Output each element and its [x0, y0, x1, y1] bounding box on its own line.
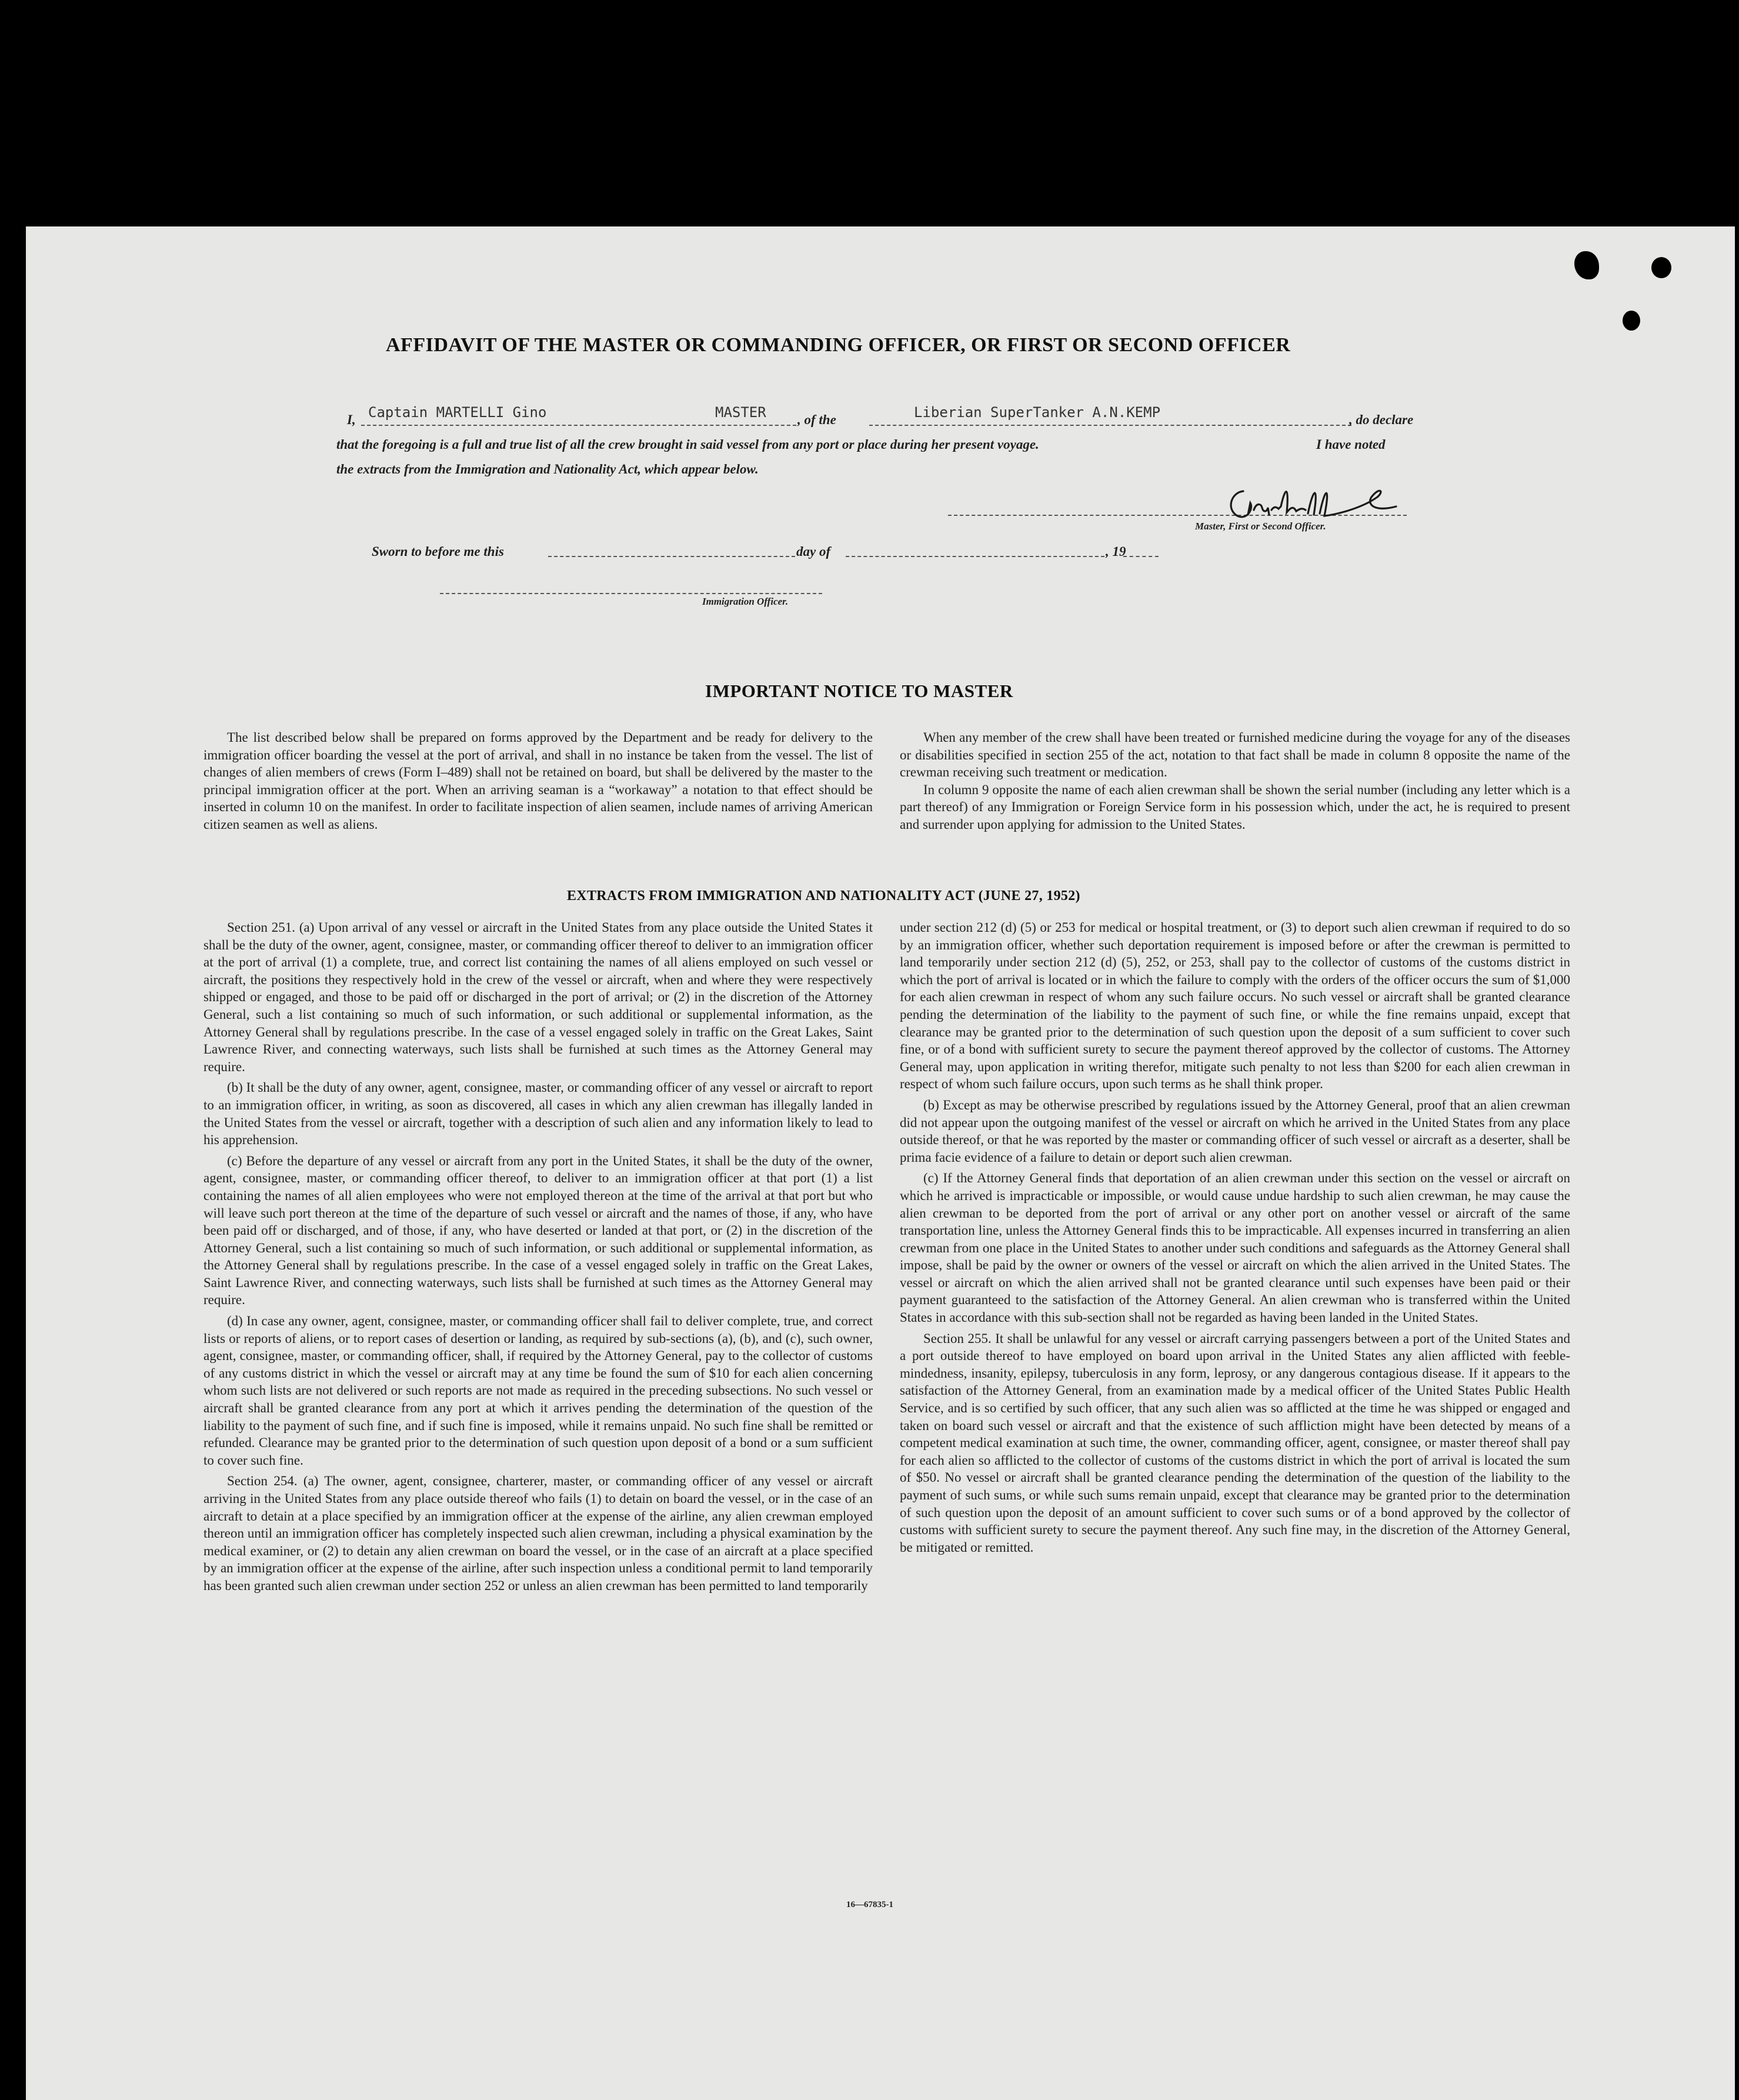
act-paragraph: (b) Except as may be otherwise prescribed by regulations issued by the Attorney General, proof that an alien crewman did not appear upon the outgoing manifest of the vessel or aircraft on which he arrived in the United States from any place outside thereof, or that he was reported by the master or commanding officer of such vessel or aircraft as a deserter, shall be prima facie evidence of a failure to detain or deport such alien crewman. [900, 1097, 1570, 1165]
notice-paragraph: When any member of the crew shall have been treated or furnished medicine during the voyage for any of the diseases or disabilities specified in section 255 of the act, notation to that fact shall be made in column 8 opposite the name of the crewman receiving such treatment or medication. [900, 730, 1570, 780]
do-declare-label: , do declare [1349, 412, 1414, 427]
immigration-officer-caption: Immigration Officer. [702, 596, 789, 607]
of-the-label: , of the [797, 412, 836, 427]
sworn-day-blank [548, 556, 795, 557]
act-paragraph: Section 255. It shall be unlawful for any vessel or aircraft carrying passengers between a port of the United States and a port outside thereof to have employed on board upon arrival in the United States any alien afflicted with feeble-mindedness, insanity, epilepsy, tuberculosis in any form, leprosy, or any dangerous contagious disease. If it appears to the satisfaction of the Attorney General, from an examination made by a medical officer of the United States Public Health Service, and is so certified by such officer, that any such alien was so afflicted at the time he was shipped or engaged and taken on board such vessel or aircraft and that the existence of such affliction might have been detected by means of a competent medical examination at such time, the owner, commanding officer, agent, consignee, or master thereof shall pay for each alien so afflicted to the collector of customs of the customs district in which the port of arrival is located the sum of $50. No vessel or aircraft shall be granted clearance pending the determination of the question of the liability to the payment of such sums, or while such sums remain unpaid, except that clearance may be granted prior to the determination of such question upon the deposit of an amount sufficient to cover such sums or of a bond approved by the collector of customs with sufficient surety to secure the payment thereof. Any such fine may, in the discretion of the Attorney General, be mitigated or remitted. [900, 1331, 1570, 1555]
declaration-line-3: the extracts from the Immigration and Nationality Act, which appear below. [336, 462, 759, 476]
sworn-month-blank [846, 556, 1104, 557]
document-page [26, 226, 1735, 2100]
extracts-right-column [900, 919, 1570, 1556]
i-label: I, [347, 412, 356, 427]
master-signature [1220, 474, 1431, 526]
notice-paragraph: The list described below shall be prepared on forms approved by the Department and be ready for delivery to the immigration officer boarding the vessel at the port of arrival, and shall in no instance be taken from the vessel. The list of changes of alien members of crews (Form I–489) shall not be retained on board, but shall be delivered by the master to the principal immigration officer at the port. When an arriving seaman is a “workaway” a notation to that effect should be inserted in column 10 on the manifest. In order to facilitate inspection of alien seamen, include names of arriving American citizen seamen as well as aliens. [203, 730, 873, 832]
notice-right-column [900, 729, 1570, 834]
act-paragraph: Section 254. (a) The owner, agent, consignee, charterer, master, or commanding officer of any vessel or aircraft arriving in the United States from any place outside thereof who fails (1) to detain on board the vessel, or in the case of an aircraft to detain at a place specified by an immigration officer at the expense of the airline, any alien crewman employed thereon until an immigration officer has completely inspected such alien crewman, including a physical examination by the medical examiner, or (2) to detain any alien crewman on board the vessel, or in the case of an aircraft at a place specified by an immigration officer at the expense of the airline, after such inspection unless a conditional permit to land temporarily has been granted such alien crewman under section 252 or unless an alien crewman has been permitted to land temporarily [203, 1474, 873, 1593]
form-code: 16—67835-1 [846, 1900, 893, 1909]
punch-hole [1651, 257, 1671, 278]
sworn-year-blank [1123, 556, 1159, 557]
officer-signature-line [440, 593, 822, 594]
vessel-field: Liberian SuperTanker A.N.KEMP [914, 404, 1161, 421]
punch-hole [1623, 311, 1640, 331]
extracts-left-column [203, 919, 873, 1595]
act-paragraph: under section 212 (d) (5) or 253 for medical or hospital treatment, or (3) to deport such alien crewman if required to do so by an immigration officer, whether such deportation requirement is imposed before or after the crewman is permitted to land temporarily under section 212 (d) (5), 252, or 253, shall pay to the collector of customs of the customs district in which the port of arrival is located or in which the failure to comply with the orders of the officer occurs the sum of $1,000 for each alien crewman in respect of whom any such failure occurs. No such vessel or aircraft shall be granted clearance pending the determination of the liability to the payment of such fine, or while the fine remains unpaid, except that clearance may be granted prior to the determination of such question upon the deposit of a sum sufficient to cover such fine, or of a bond with sufficient surety to secure the payment thereof approved by the collector of customs. The Attorney General may, upon application in writing therefor, mitigate such penalty to not less than $200 for each alien crewman in respect of whom such failure occurs, upon such terms as he shall think proper. [900, 920, 1570, 1092]
act-paragraph: Section 251. (a) Upon arrival of any vessel or aircraft in the United States from any place outside the United States it shall be the duty of the owner, agent, consignee, master, or commanding officer thereof to deliver to an immigration officer at the port of arrival (1) a complete, true, and correct list containing the names of all aliens employed on such vessel or aircraft, the positions they respectively hold in the crew of the vessel or aircraft, when and where they were respectively shipped or engaged, and those to be paid off or discharged in the port of arrival; or (2) in the discretion of the Attorney General, such a list containing so much of such information, or such additional or supplemental information, as the Attorney General shall by regulations prescribe. In the case of a vessel engaged solely in traffic on the Great Lakes, Saint Lawrence River, and connecting waterways, such lists shall be furnished at such times as the Attorney General may require. [203, 920, 873, 1074]
rank-field: MASTER [715, 404, 766, 421]
vessel-blank [869, 425, 1351, 426]
name-blank [361, 425, 796, 426]
declaration-line-2-end: I have noted [1316, 437, 1386, 452]
day-of-label: day of [796, 544, 831, 559]
declaration-line-2: that the foregoing is a full and true list of all the crew brought in said vessel from any port or place during her present voyage. [336, 437, 1039, 452]
signature-caption: Master, First or Second Officer. [1195, 521, 1326, 532]
act-paragraph: (c) Before the departure of any vessel or aircraft from any port in the United States, it shall be the duty of the owner, agent, consignee, master, or commanding officer thereof, to deliver to an immigration officer at that port (1) a list containing the names of all alien employees who were not employed thereon at the time of the arrival at that port but who will leave such port thereon at the time of the departure of such vessel or aircraft and the names of those, if any, who have been paid off or discharged, and of those, if any, who have deserted or landed at that port, or (2) in the discretion of the Attorney General, such a list containing so much of such information, or such additional or supplemental information, as the Attorney General shall by regulations prescribe. In the case of a vessel engaged solely in traffic on the Great Lakes, Saint Lawrence River, and connecting waterways, such lists shall be furnished at such times as the Attorney General may require. [203, 1153, 873, 1308]
act-paragraph: (c) If the Attorney General finds that deportation of an alien crewman under this section on the vessel or aircraft on which he arrived is impracticable or impossible, or would cause undue hardship to such alien crewman, he may cause the alien crewman to be deported from the port of arrival or any other port on another vessel or aircraft of the same transportation line, unless the Attorney General finds this to be impracticable. All expenses incurred in transferring an alien crewman from one place in the United States to another under such conditions and safeguards as the Attorney General shall impose, shall be paid by the owner or owners of the vessel or aircraft on which the alien arrived in the United States. The vessel or aircraft on which the alien arrived shall not be granted clearance until such expenses have been paid or their payment guaranteed to the satisfaction of the Attorney General. An alien crewman who is transferred within the United States in accordance with this sub-section shall not be regarded as having been landed in the United States. [900, 1171, 1570, 1325]
sworn-label: Sworn to before me this [372, 544, 504, 559]
affidavit-title: AFFIDAVIT OF THE MASTER OR COMMANDING OFFICER, OR FIRST OR SECOND OFFICER [386, 334, 1291, 356]
act-paragraph: (d) In case any owner, agent, consignee, master, or commanding officer shall fail to deliver complete, true, and correct lists or reports of aliens, or to report cases of desertion or landing, as required by sub-sections (a), (b), and (c), such owner, agent, consignee, master, or commanding officer, shall, if required by the Attorney General, pay to the collector of customs of any customs district in which the vessel or aircraft may at any time be found the sum of $10 for each alien concerning whom such lists are not delivered or such reports are not made as required in the preceding subsections. No such vessel or aircraft shall be granted clearance from any port at which it arrives pending the determination of the question of the liability to the payment of such fine, and if such fine is imposed, while it remains unpaid. No such fine shall be remitted or refunded. Clearance may be granted prior to the determination of such question upon deposit of a bond or a sum sufficient to cover such fine. [203, 1314, 873, 1468]
notice-paragraph: In column 9 opposite the name of each alien crewman shall be shown the serial number (including any letter which is a part thereof) of any Immigration or Foreign Service form in his possession which, under the act, he is required to present and surrender upon applying for admission to the United States. [900, 782, 1570, 832]
master-name-field: Captain MARTELLI Gino [368, 404, 547, 421]
act-paragraph: (b) It shall be the duty of any owner, agent, consignee, master, or commanding officer of any vessel or aircraft to report to an immigration officer, in writing, as soon as discovered, all cases in which any alien crewman has illegally landed in the United States from the vessel or aircraft, together with a description of such alien and any information likely to lead to his apprehension. [203, 1080, 873, 1148]
notice-title: IMPORTANT NOTICE TO MASTER [705, 681, 1013, 701]
punch-hole [1574, 251, 1599, 279]
notice-left-column [203, 729, 873, 834]
extracts-title: EXTRACTS FROM IMMIGRATION AND NATIONALITY ACT (JUNE 27, 1952) [567, 888, 1080, 904]
year-label: , 19 [1106, 544, 1126, 559]
